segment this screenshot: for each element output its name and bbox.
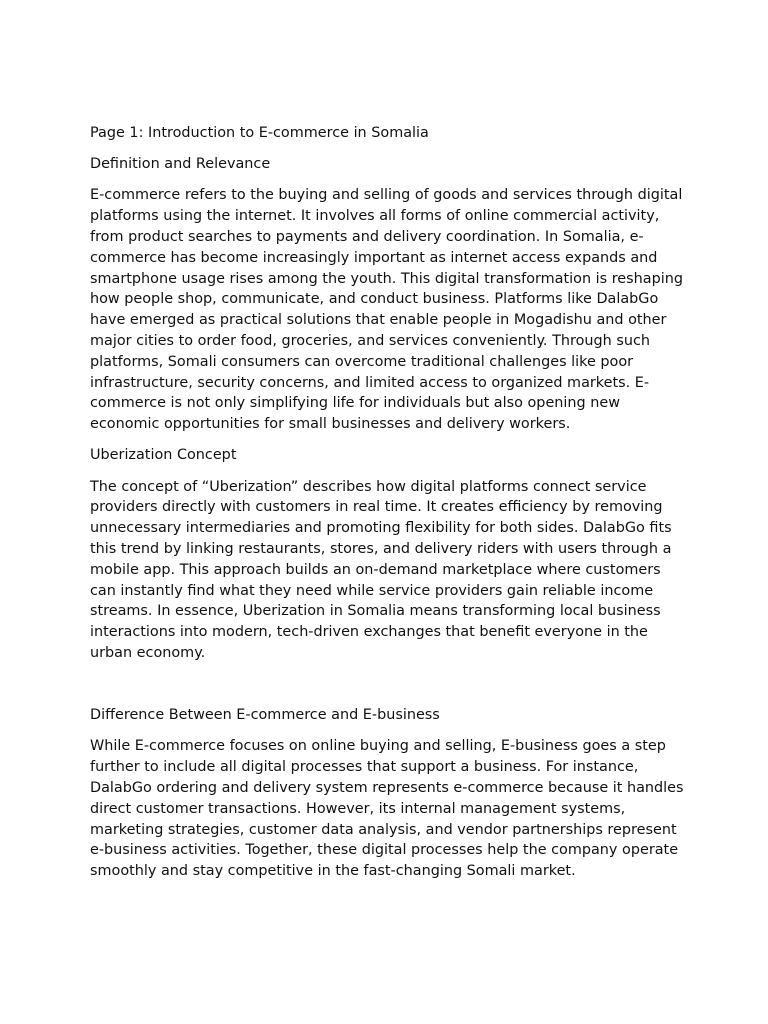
section-body-difference: While E-commerce focuses on online buying and selling, E-business goes a step further to include all digital processes that support a business. For instance, DalabGo ordering and delivery system represents e-commerce because it handles direct customer transactions. However, its internal management systems, marketing strategies, customer data analysis, and vendor partnerships represent e-business activities. Together, these digital processes help the company operate smoothly and stay competitive in the fast-changing Somali market. (90, 738, 684, 880)
section-body-uberization: The concept of “Uberization” describes how digital platforms connect service providers directly with customers in real time. It creates efficiency by removing unnecessary intermediaries and promoting flexibility for both sides. DalabGo fits this trend by linking restaurants, stores, and delivery riders with users through a mobile app. This approach builds an on-demand marketplace where customers can instantly find what they need while service providers gain reliable income streams. In essence, Uberization in Somalia means transforming local business interactions into modern, tech-driven exchanges that benefit everyone in the urban economy. (90, 478, 672, 661)
section-spacer (90, 674, 685, 705)
section-heading-difference: Difference Between E-commerce and E-business (90, 707, 440, 724)
section-heading-uberization: Uberization Concept (90, 447, 237, 464)
page-title: Page 1: Introduction to E-commerce in Somalia (90, 125, 429, 141)
section-body-definition: E-commerce refers to the buying and selling of goods and services through digital platforms using the internet. It involves all forms of online commercial activity, from product searches to payments and delivery coordination. In Somalia, e-commerce has become increasingly important as internet access expands and smartphone usage rises among the youth. This digital transformation is reshaping how people shop, communicate, and conduct business. Platforms like DalabGo have emerged as practical solutions that enable people in Mogadishu and other major cities to order food, groceries, and services conveniently. Through such platforms, Somali consumers can overcome traditional challenges like poor infrastructure, security concerns, and limited access to organized markets. E-commerce is not only simplifying life for individuals but also opening new economic opportunities for small businesses and delivery workers. (90, 187, 683, 433)
document-page (90, 123, 685, 892)
section-heading-definition: Definition and Relevance (90, 156, 271, 173)
